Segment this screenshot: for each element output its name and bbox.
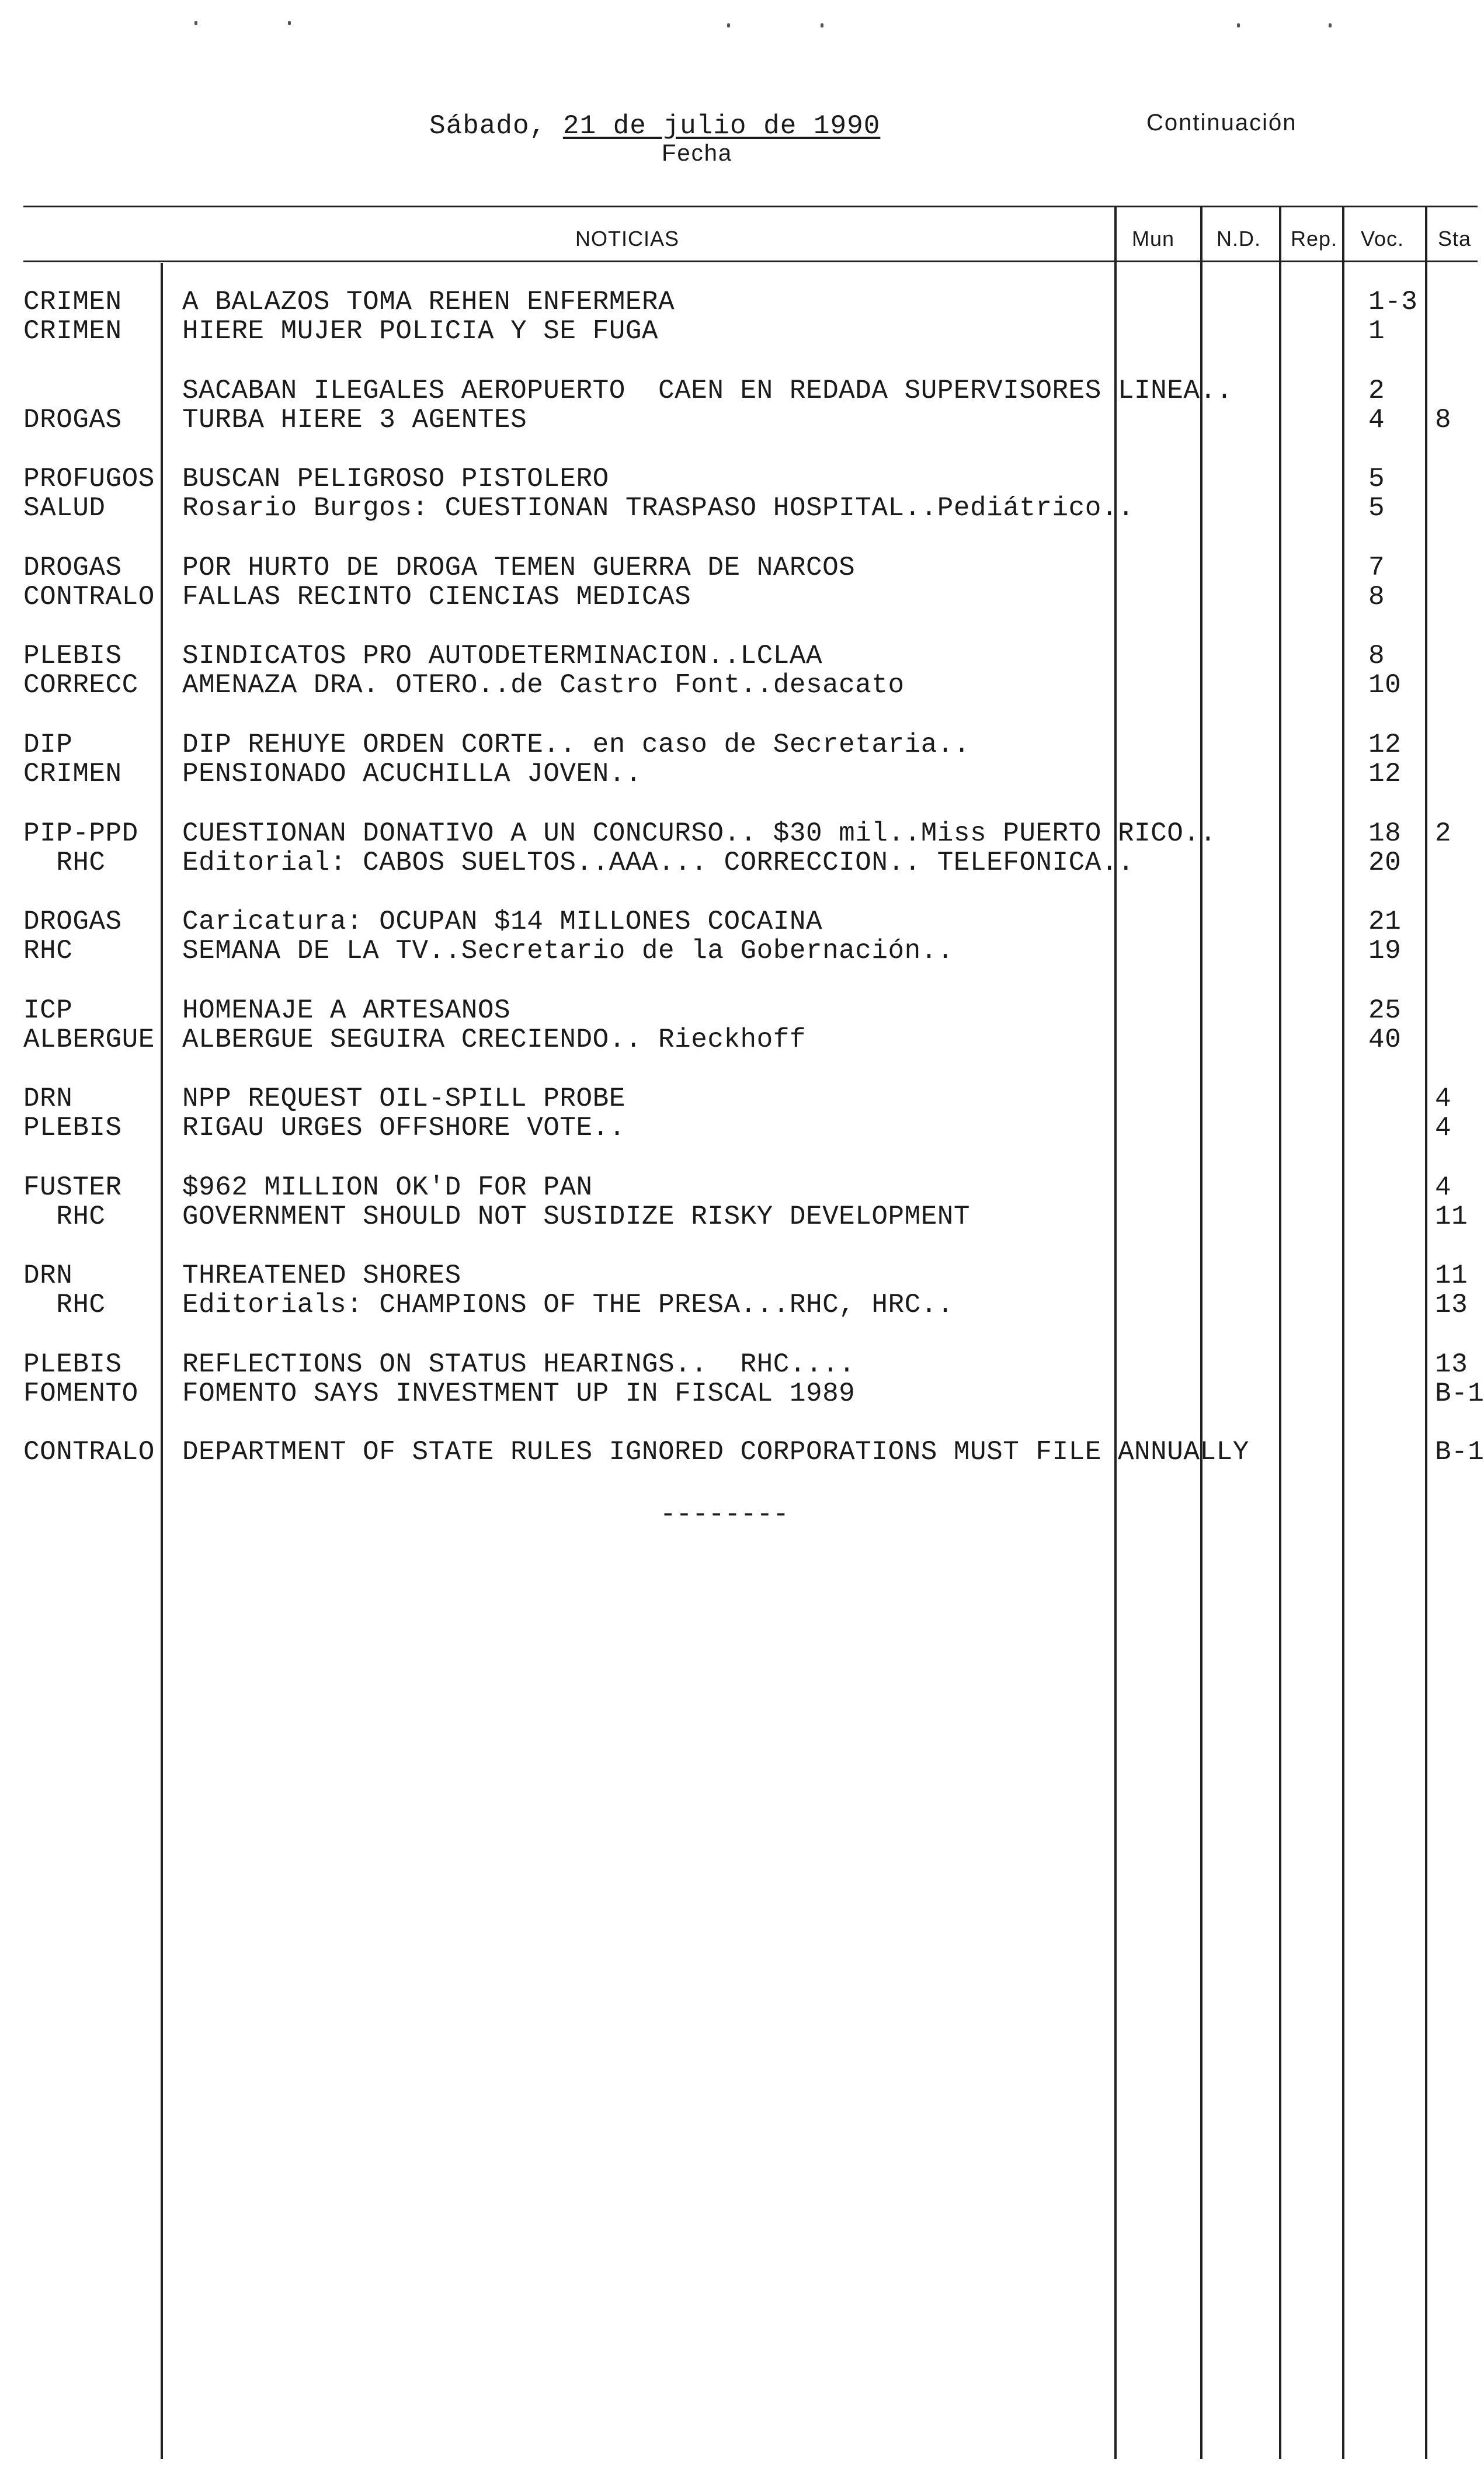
row-category: DRN bbox=[23, 1084, 73, 1114]
date-prefix: Sábado, bbox=[429, 111, 563, 141]
row-voc: 4 bbox=[1368, 405, 1385, 435]
row-voc: 21 bbox=[1368, 907, 1402, 937]
row-voc: 1-3 bbox=[1368, 287, 1418, 317]
row-sta: 4 bbox=[1435, 1113, 1452, 1143]
row-category: CONTRALO bbox=[23, 1437, 155, 1467]
table-header-rule bbox=[23, 261, 1478, 262]
row-headline: RIGAU URGES OFFSHORE VOTE.. bbox=[182, 1113, 625, 1143]
row-voc: 12 bbox=[1368, 759, 1402, 789]
punch-mark bbox=[194, 21, 197, 25]
row-category: DROGAS bbox=[23, 553, 122, 583]
row-voc: 12 bbox=[1368, 730, 1402, 760]
row-category: CORRECC bbox=[23, 670, 138, 700]
row-headline: POR HURTO DE DROGA TEMEN GUERRA DE NARCOS bbox=[182, 553, 856, 583]
row-sta: 8 bbox=[1435, 405, 1452, 435]
col-header-nd: N.D. bbox=[1217, 227, 1261, 251]
row-sta: 11 bbox=[1435, 1260, 1468, 1291]
row-headline: Editorial: CABOS SUELTOS..AAA... CORRECCION.. TELEFONICA.. bbox=[182, 848, 1135, 878]
row-headline: $962 MILLION OK'D FOR PAN bbox=[182, 1172, 593, 1203]
row-headline: PENSIONADO ACUCHILLA JOVEN.. bbox=[182, 759, 642, 789]
row-voc: 25 bbox=[1368, 995, 1402, 1026]
punch-mark bbox=[821, 23, 823, 27]
row-headline: Editorials: CHAMPIONS OF THE PRESA...RHC, HRC.. bbox=[182, 1290, 954, 1320]
col-header-mun: Mun bbox=[1132, 227, 1175, 251]
punch-mark bbox=[727, 23, 730, 27]
row-voc: 8 bbox=[1368, 582, 1385, 612]
row-category: PLEBIS bbox=[23, 1113, 122, 1143]
row-headline: SEMANA DE LA TV..Secretario de la Gobernación.. bbox=[182, 936, 954, 966]
row-headline: GOVERNMENT SHOULD NOT SUSIDIZE RISKY DEVELOPMENT bbox=[182, 1201, 971, 1232]
header-date bbox=[429, 111, 880, 141]
row-headline: CUESTIONAN DONATIVO A UN CONCURSO.. $30 mil..Miss PUERTO RICO.. bbox=[182, 818, 1217, 849]
row-voc: 40 bbox=[1368, 1025, 1402, 1055]
row-category: RHC bbox=[23, 1290, 106, 1320]
punch-mark bbox=[1329, 23, 1332, 27]
row-headline: ALBERGUE SEGUIRA CRECIENDO.. Rieckhoff bbox=[182, 1025, 806, 1055]
row-headline: DIP REHUYE ORDEN CORTE.. en caso de Secretaria.. bbox=[182, 730, 971, 760]
row-category: FUSTER bbox=[23, 1172, 122, 1203]
column-divider bbox=[1342, 206, 1344, 2459]
col-header-sta: Sta bbox=[1438, 227, 1472, 251]
col-header-rep: Rep. bbox=[1291, 227, 1338, 251]
row-headline: FALLAS RECINTO CIENCIAS MEDICAS bbox=[182, 582, 691, 612]
row-headline: NPP REQUEST OIL-SPILL PROBE bbox=[182, 1084, 625, 1114]
row-voc: 19 bbox=[1368, 936, 1402, 966]
row-headline: DEPARTMENT OF STATE RULES IGNORED CORPORATIONS MUST FILE ANNUALLY bbox=[182, 1437, 1249, 1467]
row-headline: REFLECTIONS ON STATUS HEARINGS.. RHC.... bbox=[182, 1349, 856, 1380]
row-sta: B-1 bbox=[1435, 1378, 1484, 1409]
row-category: CRIMEN bbox=[23, 759, 122, 789]
row-voc: 18 bbox=[1368, 818, 1402, 849]
row-category: DROGAS bbox=[23, 405, 122, 435]
row-category: PROFUGOS bbox=[23, 464, 155, 494]
row-sta: 13 bbox=[1435, 1290, 1468, 1320]
col-header-noticias: NOTICIAS bbox=[575, 227, 680, 251]
col-header-voc: Voc. bbox=[1361, 227, 1405, 251]
row-category: RHC bbox=[23, 936, 73, 966]
punch-mark bbox=[288, 21, 291, 25]
row-headline: SINDICATOS PRO AUTODETERMINACION..LCLAA bbox=[182, 641, 823, 671]
row-headline: BUSCAN PELIGROSO PISTOLERO bbox=[182, 464, 609, 494]
row-sta: 4 bbox=[1435, 1172, 1452, 1203]
row-category: CRIMEN bbox=[23, 287, 122, 317]
row-category: DIP bbox=[23, 730, 73, 760]
row-sta: B-1 bbox=[1435, 1437, 1484, 1467]
row-voc: 7 bbox=[1368, 553, 1385, 583]
row-category: PIP-PPD bbox=[23, 818, 138, 849]
date-label: Fecha bbox=[662, 140, 733, 166]
row-voc: 5 bbox=[1368, 464, 1385, 494]
row-category: PLEBIS bbox=[23, 1349, 122, 1380]
row-sta: 2 bbox=[1435, 818, 1452, 849]
row-category: CRIMEN bbox=[23, 316, 122, 346]
row-category: CONTRALO bbox=[23, 582, 155, 612]
row-voc: 8 bbox=[1368, 641, 1385, 671]
row-headline: Caricatura: OCUPAN $14 MILLONES COCAINA bbox=[182, 907, 823, 937]
row-headline: THREATENED SHORES bbox=[182, 1260, 461, 1291]
row-headline: SACABAN ILEGALES AEROPUERTO CAEN EN REDADA SUPERVISORES LINEA.. bbox=[182, 376, 1233, 406]
row-headline: AMENAZA DRA. OTERO..de Castro Font..desacato bbox=[182, 670, 905, 700]
row-headline: A BALAZOS TOMA REHEN ENFERMERA bbox=[182, 287, 675, 317]
row-headline: HOMENAJE A ARTESANOS bbox=[182, 995, 511, 1026]
row-category: DROGAS bbox=[23, 907, 122, 937]
punch-mark bbox=[1237, 23, 1240, 27]
row-headline: FOMENTO SAYS INVESTMENT UP IN FISCAL 1989 bbox=[182, 1378, 856, 1409]
column-divider bbox=[1425, 206, 1427, 2459]
row-category: RHC bbox=[23, 848, 106, 878]
column-divider bbox=[1200, 206, 1203, 2459]
row-voc: 5 bbox=[1368, 493, 1385, 523]
row-category: ALBERGUE bbox=[23, 1025, 155, 1055]
row-voc: 10 bbox=[1368, 670, 1402, 700]
row-sta: 4 bbox=[1435, 1084, 1452, 1114]
end-marker: -------- bbox=[660, 1499, 789, 1530]
row-headline: Rosario Burgos: CUESTIONAN TRASPASO HOSPITAL..Pediátrico.. bbox=[182, 493, 1135, 523]
row-headline: TURBA HIERE 3 AGENTES bbox=[182, 405, 527, 435]
row-category: PLEBIS bbox=[23, 641, 122, 671]
row-sta: 11 bbox=[1435, 1201, 1468, 1232]
continuation-label: Continuación bbox=[1146, 110, 1297, 136]
column-divider bbox=[1279, 206, 1281, 2459]
date-value: 21 de julio de 1990 bbox=[562, 111, 881, 141]
row-voc: 20 bbox=[1368, 848, 1402, 878]
row-headline: HIERE MUJER POLICIA Y SE FUGA bbox=[182, 316, 659, 346]
row-category: DRN bbox=[23, 1260, 73, 1291]
row-category: SALUD bbox=[23, 493, 106, 523]
row-category: RHC bbox=[23, 1201, 106, 1232]
row-voc: 1 bbox=[1368, 316, 1385, 346]
row-voc: 2 bbox=[1368, 376, 1385, 406]
table-top-rule bbox=[23, 206, 1478, 207]
row-category: FOMENTO bbox=[23, 1378, 138, 1409]
row-sta: 13 bbox=[1435, 1349, 1468, 1380]
column-divider bbox=[1114, 206, 1117, 2459]
row-category: ICP bbox=[23, 995, 73, 1026]
